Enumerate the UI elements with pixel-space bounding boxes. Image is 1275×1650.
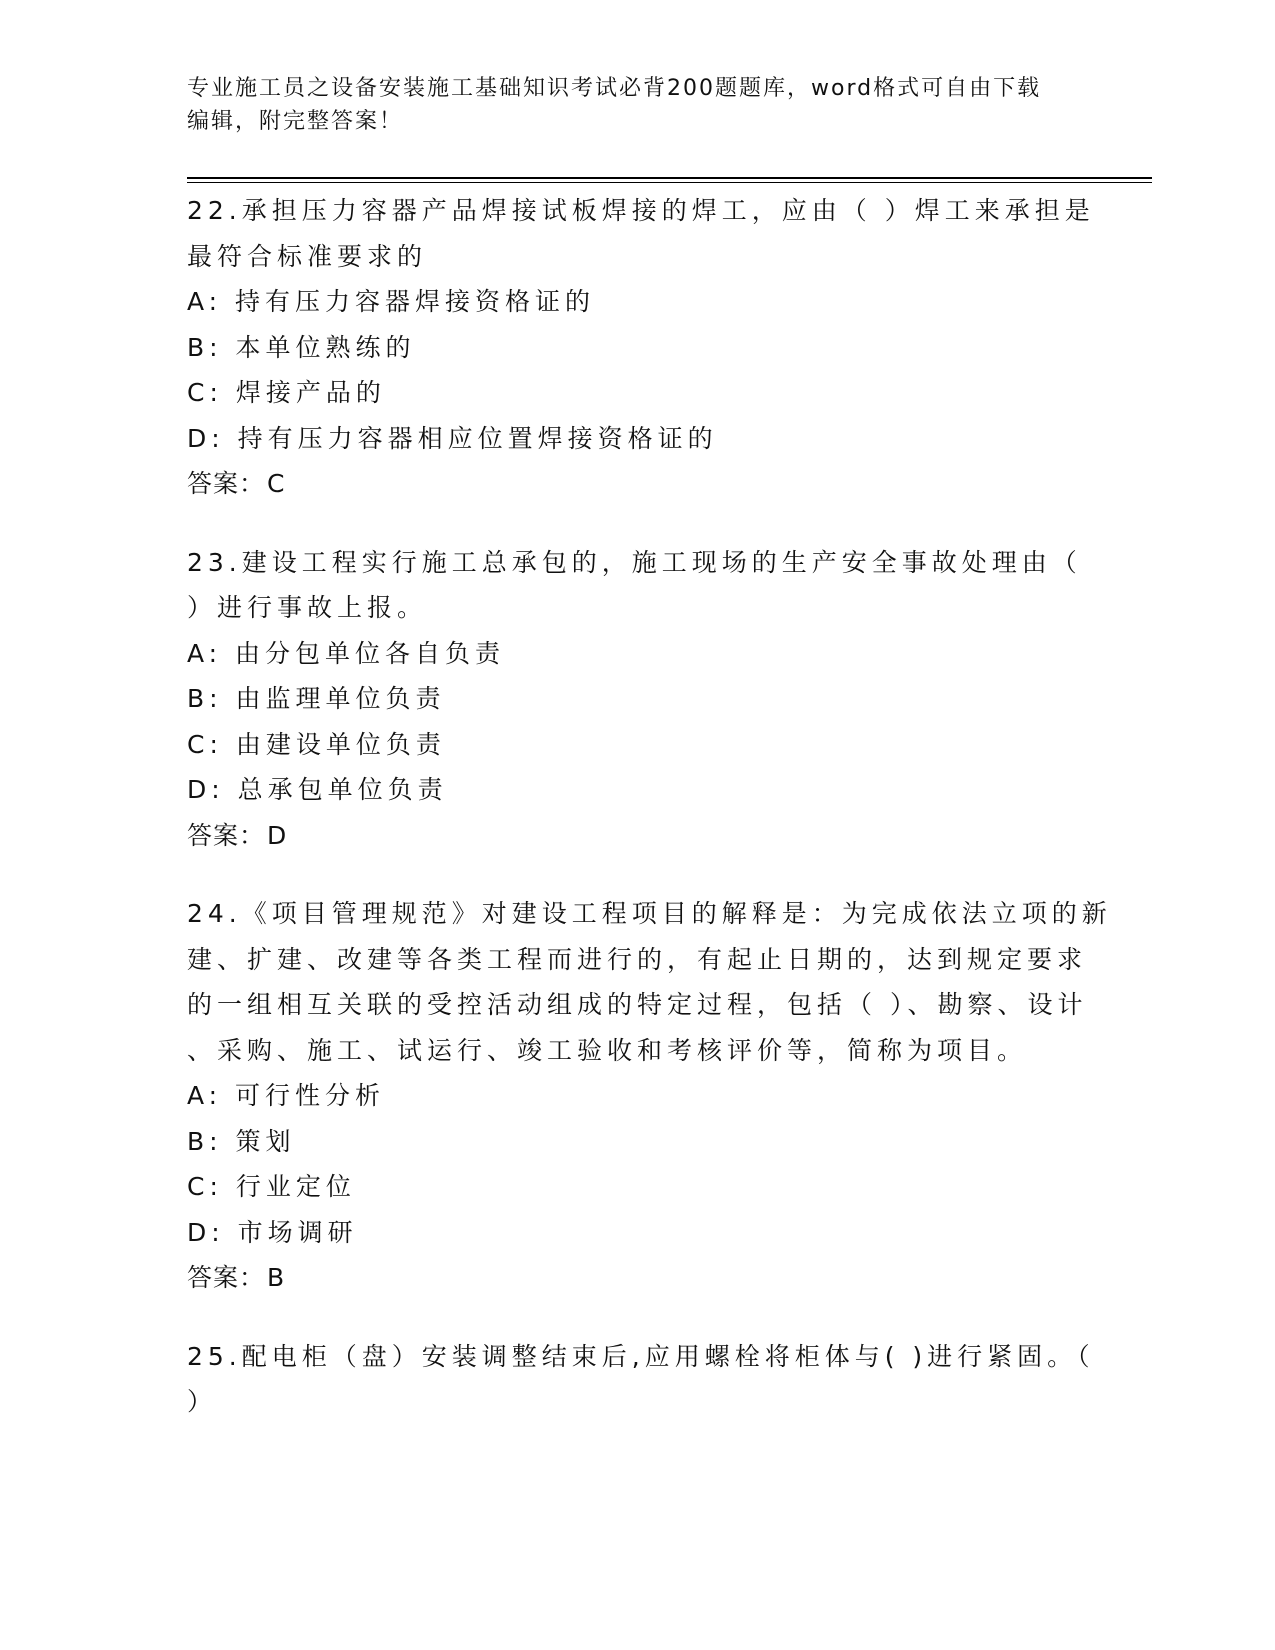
question-stem-line: ）进行事故上报。 [187, 593, 428, 622]
question-stem-line: 22.承担压力容器产品焊接试板焊接的焊工，应由（ ）焊工来承担是 [187, 196, 1095, 225]
document-header [187, 72, 1067, 138]
question-option: B: 策划 [187, 1126, 296, 1156]
question-option: D: 持有压力容器相应位置焊接资格证的 [187, 423, 718, 453]
answer-label: 答案： [187, 820, 266, 850]
question-block [187, 188, 1095, 507]
header-rule-thick [187, 177, 1152, 179]
question-stem-line: 24.《项目管理规范》对建设工程项目的解释是：为完成依法立项的新 [187, 899, 1112, 928]
question-option: D: 总承包单位负责 [187, 775, 448, 804]
question-stem-line: 的一组相互关联的受控活动组成的特定过程，包括（ ）、勘察、设计 [187, 990, 1088, 1019]
question-stem-line: 、采购、施工、试运行、竣工验收和考核评价等，简称为项目。 [187, 1035, 1028, 1065]
question-option: A: 持有压力容器焊接资格证的 [187, 287, 596, 316]
answer-value: B [267, 1263, 286, 1292]
question-block [187, 1334, 1095, 1425]
header-line-1: 专业施工员之设备安装施工基础知识考试必背200题题库，word格式可自由下载 [187, 76, 1042, 101]
answer-line [187, 1255, 1087, 1301]
answer-line [187, 813, 1087, 859]
question-option: A: 可行性分析 [187, 1081, 386, 1110]
question-stem-line: 23.建设工程实行施工总承包的，施工现场的生产安全事故处理由（ [187, 547, 1082, 577]
question-stem-line: ） [187, 1387, 218, 1416]
question-stem-line: 25.配电柜（盘）安装调整结束后,应用螺栓将柜体与( )进行紧固。（ [187, 1341, 1095, 1371]
question-option: D: 市场调研 [187, 1217, 358, 1247]
question-list [187, 188, 1112, 1458]
question-option: B: 由监理单位负责 [187, 684, 446, 713]
answer-label: 答案： [187, 469, 266, 498]
question-option: C: 行业定位 [187, 1172, 356, 1201]
question-option: C: 由建设单位负责 [187, 729, 446, 759]
question-block [187, 891, 1112, 1301]
question-block [187, 540, 1087, 859]
answer-value: D [267, 820, 288, 850]
question-option: C: 焊接产品的 [187, 378, 386, 407]
question-stem-line: 最符合标准要求的 [187, 241, 428, 271]
header-line-2: 编辑，附完整答案！ [187, 109, 404, 134]
question-stem-line: 建、扩建、改建等各类工程而进行的，有起止日期的，达到规定要求 [187, 944, 1088, 974]
header-rule-thin [187, 182, 1152, 183]
answer-label: 答案： [187, 1263, 266, 1292]
answer-value: C [267, 469, 286, 498]
question-option: B: 本单位熟练的 [187, 332, 416, 362]
question-option: A: 由分包单位各自负责 [187, 638, 506, 668]
answer-line [187, 461, 1087, 507]
